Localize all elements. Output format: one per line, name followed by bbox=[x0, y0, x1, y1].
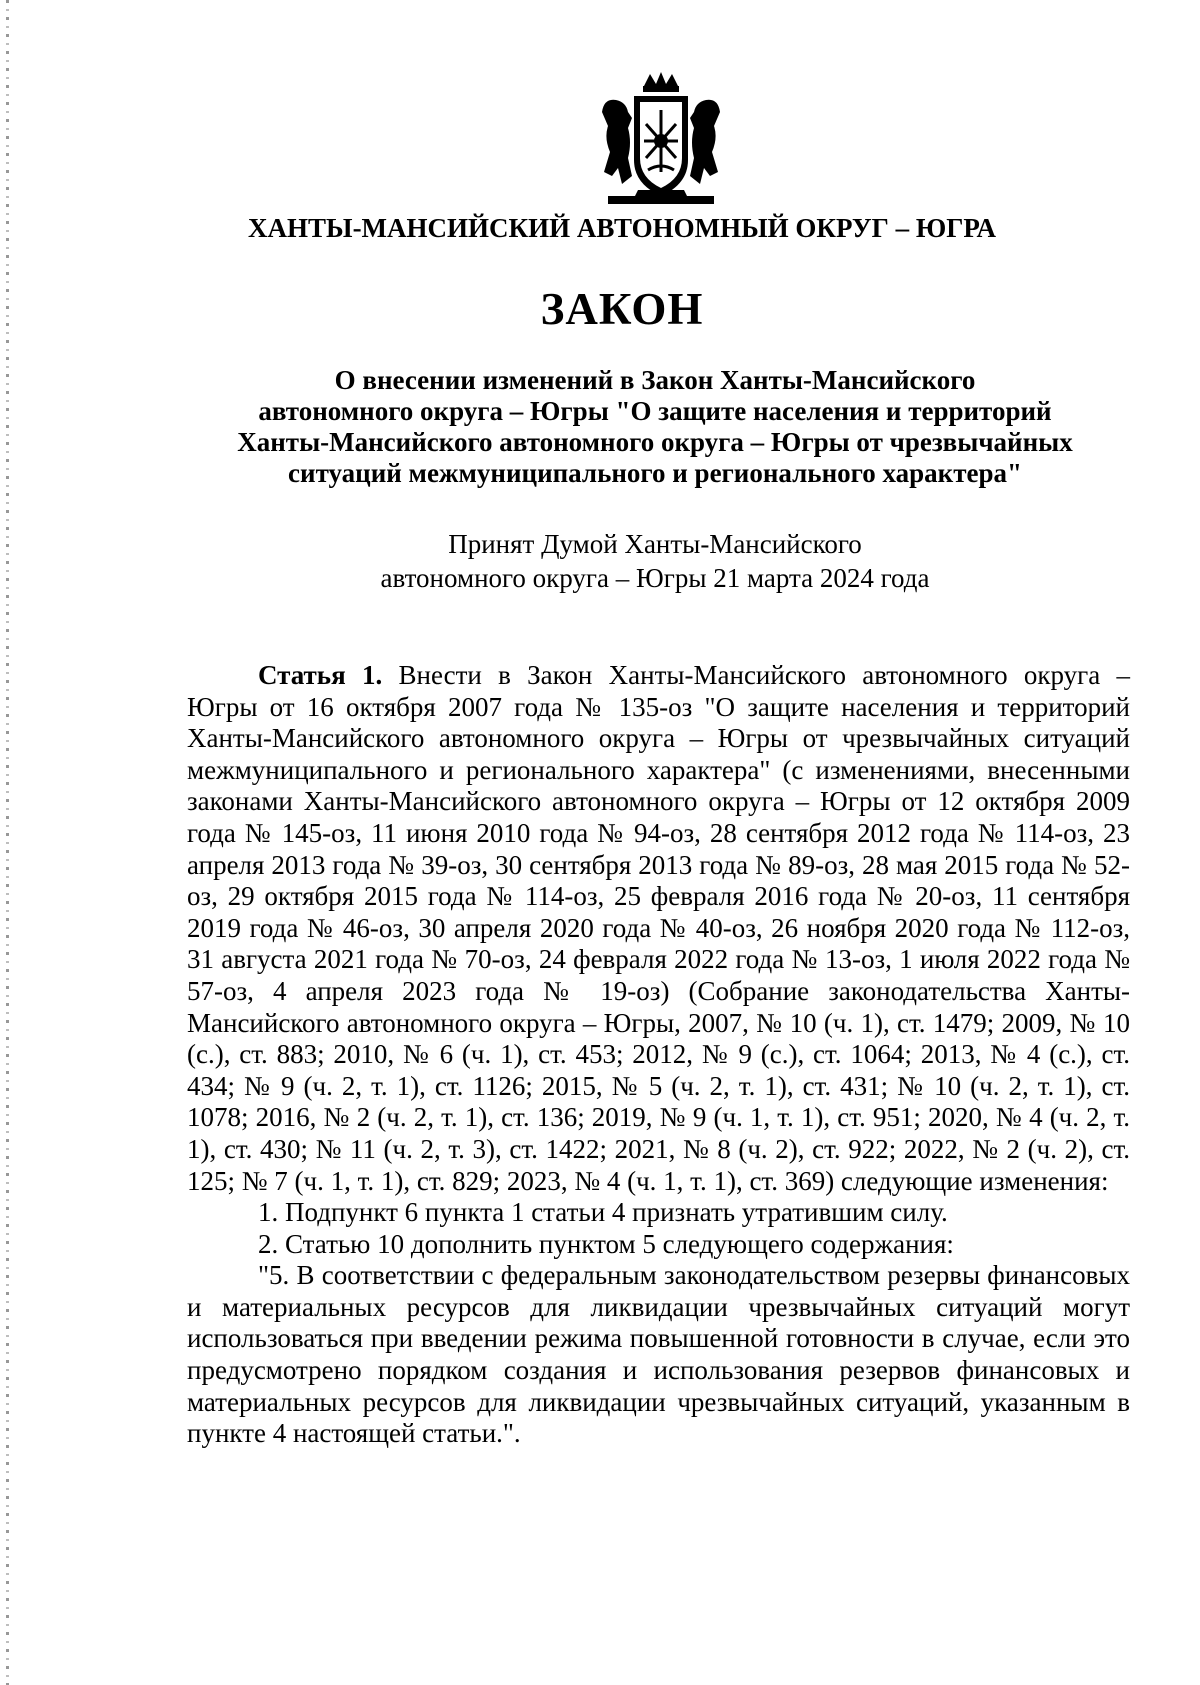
adoption-note-line: автономного округа – Югры 21 марта 2024 года bbox=[380, 563, 930, 593]
adoption-note bbox=[180, 527, 1130, 595]
article-1-label: Статья 1. bbox=[258, 660, 383, 690]
law-title bbox=[180, 365, 1130, 489]
article-body bbox=[187, 660, 1130, 1450]
article-1-intro-paragraph bbox=[187, 660, 1130, 1197]
coat-of-arms-icon bbox=[598, 72, 724, 212]
document-type-heading: ЗАКОН bbox=[540, 284, 704, 334]
region-heading: ХАНТЫ-МАНСИЙСКИЙ АВТОНОМНЫЙ ОКРУГ – ЮГРА bbox=[248, 213, 996, 243]
law-title-line: автономного округа – Югры "О защите населения и территорий bbox=[258, 396, 1052, 426]
article-item-quoted-text: "5. В соответствии с федеральным законодательством резервы финансовых и материальных ресурсов для ликвидации чрезвычайных ситуаций могут использоваться при введении режима повышенной готовности в случае, если это предусмотрено порядком создания и использования резервов финансовых и материальных ресурсов для ликвидации чрезвычайных ситуаций, указанным в пункте 4 настоящей статьи.". bbox=[187, 1260, 1130, 1449]
article-1-intro-text: Внести в Закон Ханты-Мансийского автономного округа – Югры от 16 октября 2007 года № 135-оз "О защите населения и территорий Ханты-Мансийского автономного округа – Югры от чрезвычайных ситуаций межмуниципального и регионального характера" (с изменениями, внесенными законами Ханты-Мансийского автономного округа – Югры от 12 октября 2009 года № 145-оз, 11 июня 2010 года № 94-оз, 28 сентября 2012 года № 114-оз, 23 апреля 2013 года № 39-оз, 30 сентября 2013 года № 89-оз, 28 мая 2015 года № 52-оз, 29 октября 2015 года № 114-оз, 25 февраля 2016 года № 20-оз, 11 сентября 2019 года № 46-оз, 30 апреля 2020 года № 40-оз, 26 ноября 2020 года № 112-оз, 31 августа 2021 года № 70-оз, 24 февраля 2022 года № 13-оз, 1 июля 2022 года № 57-оз, 4 апреля 2023 года № 19-оз) (Собрание законодательства Ханты-Мансийского автономного округа – Югры, 2007, № 10 (ч. 1), ст. 1479; 2009, № 10 (с.), ст. 883; 2010, № 6 (ч. 1), ст. 453; 2012, № 9 (с.), ст. 1064; 2013, № 4 (с.), ст. 434; № 9 (ч. 2, т. 1), ст. 1126; 2015, № 5 (ч. 2, т. 1), ст. 431; № 10 (ч. 2, т. 1), ст. 1078; 2016, № 2 (ч. 2, т. 1), ст. 136; 2019, № 9 (ч. 1, т. 1), ст. 951; 2020, № 4 (ч. 2, т. 1), ст. 430; № 11 (ч. 2, т. 3), ст. 1422; 2021, № 8 (ч. 2), ст. 922; 2022, № 2 (ч. 2), ст. 125; № 7 (ч. 1, т. 1), ст. 829; 2023, № 4 (ч. 1, т. 1), ст. 369) следующие изменения: bbox=[187, 660, 1130, 1196]
adoption-note-line: Принят Думой Ханты-Мансийского bbox=[448, 529, 862, 559]
law-title-line: Ханты-Мансийского автономного округа – Югры от чрезвычайных bbox=[237, 427, 1073, 457]
law-title-line: ситуаций межмуниципального и регионального характера" bbox=[288, 458, 1022, 488]
law-title-line: О внесении изменений в Закон Ханты-Мансийского bbox=[334, 365, 976, 395]
article-item: 2. Статью 10 дополнить пунктом 5 следующего содержания: bbox=[258, 1228, 954, 1259]
article-item: 1. Подпункт 6 пункта 1 статьи 4 признать утратившим силу. bbox=[258, 1197, 948, 1228]
